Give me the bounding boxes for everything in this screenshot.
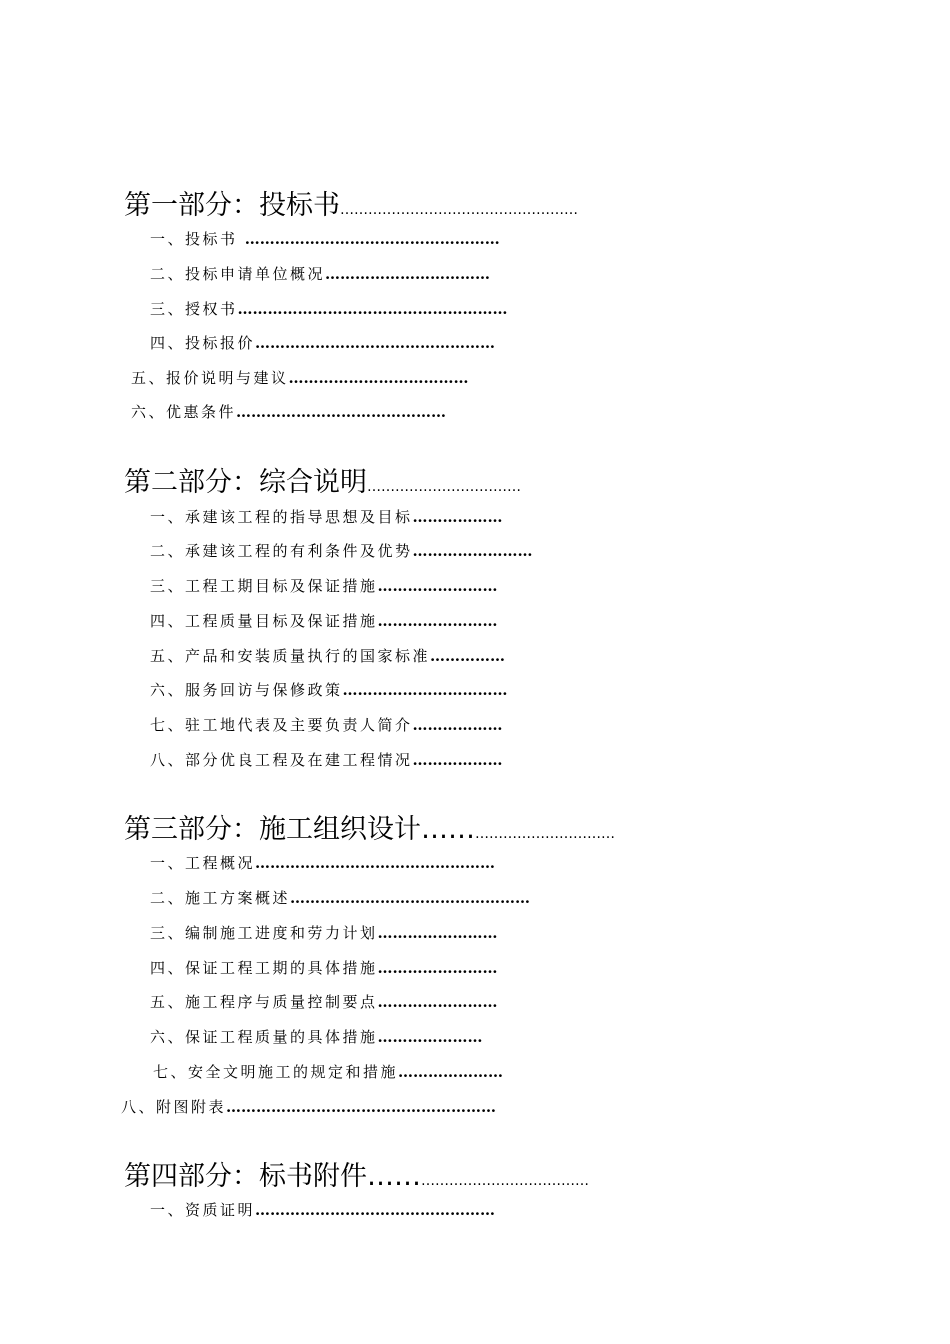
leader-dots: ………………………………………… xyxy=(255,334,496,352)
toc-item xyxy=(150,888,530,908)
toc-item xyxy=(150,264,490,284)
toc-item xyxy=(121,1097,496,1117)
leader-dots: …………………………………… xyxy=(236,403,447,421)
toc-item-label: 七、安全文明施工的规定和措施 xyxy=(153,1063,399,1081)
toc-item-label: 一、工程概况 xyxy=(150,854,256,872)
toc-item-label: 五、产品和安装质量执行的国家标准 xyxy=(150,647,431,665)
toc-item-label: 八、附图附表 xyxy=(121,1098,227,1116)
toc-item-label: 二、施工方案概述 xyxy=(150,889,291,907)
toc-item-label: 五、施工程序与质量控制要点 xyxy=(150,993,378,1011)
section-title: 第一部分：投标书 xyxy=(124,190,340,221)
toc-item-label: 一、承建该工程的指导思想及目标 xyxy=(150,508,413,526)
toc-item-label: 五、报价说明与建议 xyxy=(131,369,289,387)
toc-item xyxy=(150,333,495,353)
leader-dots: ……………………………………………… xyxy=(226,1098,497,1116)
section-title: 第二部分：综合说明 xyxy=(124,467,367,498)
toc-item xyxy=(150,853,495,873)
toc-item xyxy=(150,1200,495,1220)
toc-item xyxy=(131,402,446,422)
leader-dots: ………………………………………… xyxy=(290,889,531,907)
toc-item xyxy=(150,958,498,978)
toc-item xyxy=(150,992,498,1012)
leader-dots: …………………… xyxy=(377,577,498,595)
leader-dots: …………………… xyxy=(377,924,498,942)
toc-item xyxy=(150,646,505,666)
leader-dots: ………………… xyxy=(398,1063,504,1081)
toc-item-label: 二、承建该工程的有利条件及优势 xyxy=(150,542,413,560)
leader-dots: …………… xyxy=(430,647,506,665)
section-heading-4 xyxy=(124,1160,589,1198)
leader-dots: …………………… xyxy=(377,612,498,630)
leader-dots: …………………………………………… xyxy=(244,230,500,248)
toc-item xyxy=(150,923,498,943)
leader-dots: …………………… xyxy=(412,542,533,560)
section-heading-3 xyxy=(124,813,615,851)
leader-dots: ……………… xyxy=(412,508,503,526)
section-heading-1 xyxy=(124,189,578,227)
section-heading-2 xyxy=(124,466,521,504)
leader-dots: …………………………… xyxy=(342,681,508,699)
section-title: 第三部分：施工组织设计…… xyxy=(124,814,475,845)
section-title: 第四部分：标书附件…… xyxy=(124,1161,421,1192)
toc-item-label: 四、工程质量目标及保证措施 xyxy=(150,612,378,630)
toc-item xyxy=(150,750,503,770)
toc-item xyxy=(150,299,508,319)
toc-item xyxy=(150,541,533,561)
leader-dots: ……………………………………………… xyxy=(237,300,508,318)
toc-item-label: 四、投标报价 xyxy=(150,334,256,352)
leader-dots: ……………… xyxy=(412,751,503,769)
toc-item-label: 七、驻工地代表及主要负责人简介 xyxy=(150,716,413,734)
toc-item xyxy=(150,1027,483,1047)
toc-item-label: 六、保证工程质量的具体措施 xyxy=(150,1028,378,1046)
toc-item-label: 三、编制施工进度和劳力计划 xyxy=(150,924,378,942)
leader-dots: ………………… xyxy=(377,1028,483,1046)
leader-dots: …………………………………………… xyxy=(340,202,578,218)
toc-item xyxy=(150,576,498,596)
toc-item xyxy=(150,507,503,527)
toc-item xyxy=(150,229,500,249)
leader-dots: …………………… xyxy=(377,959,498,977)
toc-item xyxy=(153,1062,503,1082)
leader-dots: ………………………… xyxy=(475,826,615,842)
toc-item xyxy=(150,611,498,631)
toc-item-label: 一、投标书 xyxy=(150,230,245,248)
leader-dots: ……………………………… xyxy=(421,1173,589,1189)
toc-item-label: 六、服务回访与保修政策 xyxy=(150,681,343,699)
toc-item-label: 六、优惠条件 xyxy=(131,403,237,421)
leader-dots: …………………… xyxy=(377,993,498,1011)
leader-dots: …………………………… xyxy=(367,479,521,495)
leader-dots: ……………………………… xyxy=(288,369,469,387)
leader-dots: ………………………………………… xyxy=(255,854,496,872)
leader-dots: ……………… xyxy=(412,716,503,734)
toc-item-label: 八、部分优良工程及在建工程情况 xyxy=(150,751,413,769)
toc-item-label: 三、工程工期目标及保证措施 xyxy=(150,577,378,595)
toc-item-label: 三、授权书 xyxy=(150,300,238,318)
toc-item xyxy=(131,368,469,388)
toc-item-label: 四、保证工程工期的具体措施 xyxy=(150,959,378,977)
toc-item xyxy=(150,680,508,700)
toc-item xyxy=(150,715,503,735)
toc-item-label: 一、资质证明 xyxy=(150,1201,256,1219)
leader-dots: ………………………………………… xyxy=(255,1201,496,1219)
leader-dots: …………………………… xyxy=(325,265,491,283)
toc-item-label: 二、投标申请单位概况 xyxy=(150,265,326,283)
